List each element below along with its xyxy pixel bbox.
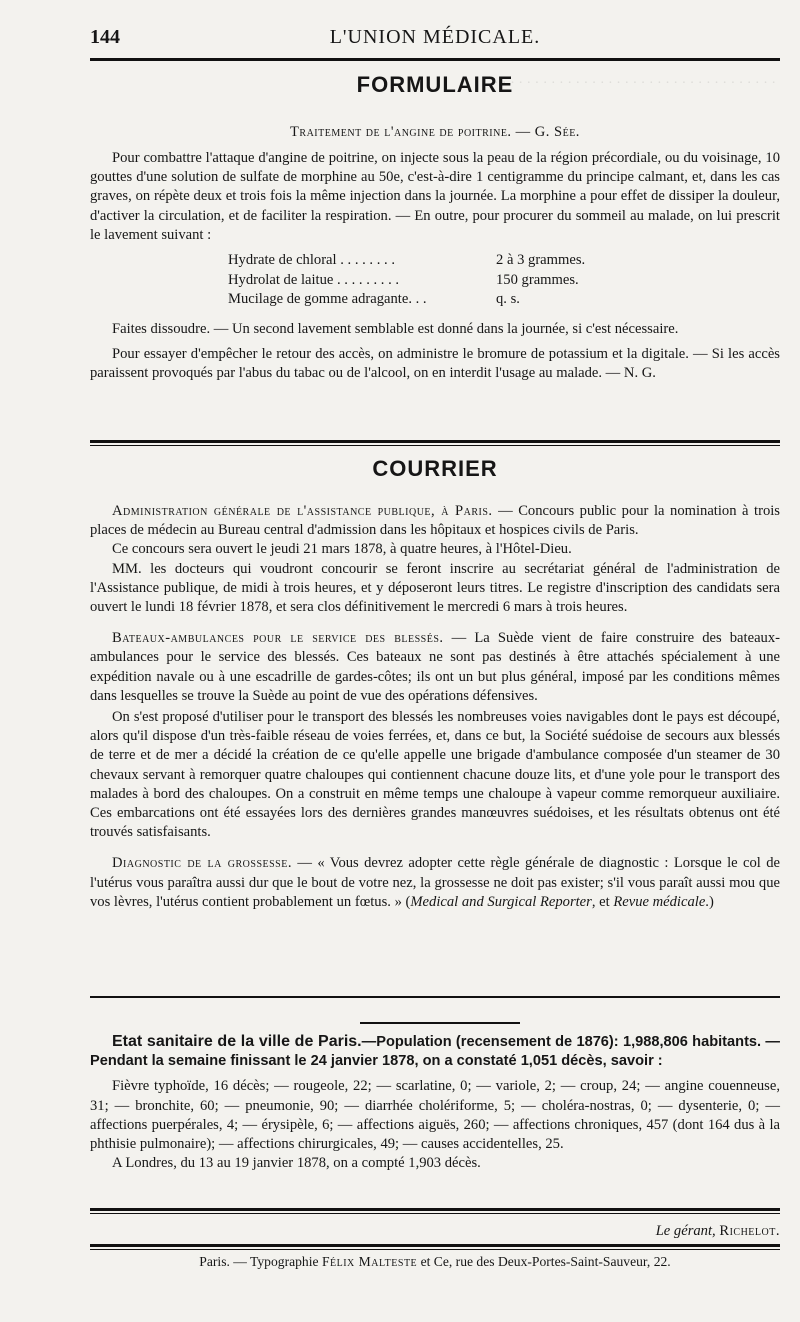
item-text: — La Suède vient de faire construire des bateaux-ambulances pour le service des blessés. Ces bateaux ne sont pas destinés à être attachés spécialement à une expédition navale ou à une escadrille de gardes-côtes; ils ont un but plus général, imposé par les conditions mêmes dans lesquelles se trouve la Suède au point de vue des opérations défensives. <box>90 630 780 704</box>
etat-list: Fièvre typhoïde, 16 décès; — rougeole, 22; — scarlatine, 0; — variole, 2; — croup, 24; — angine couenneuse, 31; — bronchite, 60; — pneumonie, 90; — diarrhée cholériforme, 5; — choléra-nostras, 0; — dysenterie, 0; — affections puerpérales, 4; — érysipèle, 6; — affections aiguës, 260; — affections chroniques, 457 (dont 164 dus à la phthisie pulmonaire); — affections chirurgicales, 49; — causes accidentelles, 25. <box>90 1078 780 1153</box>
recipe-ingredient: Hydrate de chloral . . . . . . . . <box>228 252 395 269</box>
courrier-section <box>90 456 780 912</box>
recipe-ingredient: Hydrolat de laitue . . . . . . . . . <box>228 271 400 288</box>
courrier-paragraph: Ce concours sera ouvert le jeudi 21 mars 1878, à quatre heures, à l'Hôtel-Dieu. <box>112 541 572 558</box>
formulaire-paragraph: Faites dissoudre. — Un second lavement semblable est donné dans la journée, si c'est nécessaire. <box>112 320 679 337</box>
item-text: — Concours public pour la nomination à trois places de médecin au Bureau central d'admission dans les hôpitaux et hospices civils de Paris. <box>90 503 780 539</box>
recipe-item <box>228 251 780 271</box>
recipe-quantity: 2 à 3 grammes. <box>496 252 586 269</box>
page-number: 144 <box>90 26 120 48</box>
item-lead: Administration générale de l'assistance publique, à Paris. <box>112 503 493 519</box>
courrier-paragraph <box>90 629 780 706</box>
etat-london: A Londres, du 13 au 19 janvier 1878, on a compté 1,903 décès. <box>112 1155 481 1172</box>
gerant-name: Richelot. <box>719 1223 780 1239</box>
recipe-list <box>228 251 780 310</box>
footer-rule <box>90 1208 780 1214</box>
formulaire-paragraph: Pour essayer d'empêcher le retour des accès, on administre le bromure de potassium et la digitale. — Si les accès paraissent provoqués par l'abus du tabac ou de l'alcool, on en interdit l'usage au malade. — N. G. <box>90 345 780 381</box>
footer-rule <box>90 1244 780 1250</box>
imprint-suffix: et Ce, rue des Deux-Portes-Saint-Sauveur, 22. <box>417 1254 671 1269</box>
source-title: Revue médicale <box>613 893 706 910</box>
recipe-quantity: 150 grammes. <box>496 271 579 288</box>
item-lead: Diagnostic de la grossesse. <box>112 855 292 872</box>
courrier-heading: COURRIER <box>372 456 498 481</box>
gerant-label: Le gérant, <box>655 1223 716 1239</box>
recipe-quantity: q. s. <box>496 291 520 308</box>
etat-heading: Etat sanitaire de la ville de Paris. <box>112 1033 362 1050</box>
running-header <box>90 22 780 56</box>
courrier-paragraph: On s'est proposé d'utiliser pour le transport des blessés les nombreuses voies navigables dont le pays est découpé, alors qu'il dispose d'un très-faible réseau de voies ferrées, et, dans ce but, la Société suédoise de secours aux blessés de terre et de mer a décidé la création de ce qu'elle appelle une brigade d'ambulance composée d'un steamer de 30 chevaux servant à remorquer quatre chaloupes qui contiennent chacune douze lits, et d'une yole pour le transport des malades à bord des chaloupes. On a construit en même temps une chaloupe à vapeur comme remorqueur auxiliaire. Ces embarcations ont été essayées lors des dernières grandes manœuvres suédoises, et les résultats obtenus ont été trouvés satisfaisants. <box>90 709 780 841</box>
formulaire-heading: FORMULAIRE <box>356 72 514 97</box>
show-through: · · · · · · · · · · · · · · · · · · · · · · · · · · · · · · · · · · · <box>493 76 776 91</box>
source-separator: , et <box>591 893 614 910</box>
header-rule <box>90 58 780 61</box>
source-end: .) <box>705 893 714 910</box>
etat-intro: —Population (recensement de 1876): 1,988,806 habitants. — Pendant la semaine finissant le 24 janvier 1878, on a constaté 1,051 décès, savoir : <box>90 1034 780 1070</box>
section-rule <box>90 440 780 446</box>
gerant-line <box>90 1222 780 1240</box>
courrier-paragraph <box>90 502 780 540</box>
item-lead: Bateaux-ambulances pour le service des blessés. <box>112 630 444 647</box>
short-rule <box>360 1022 520 1024</box>
journal-title: L'UNION MÉDICALE. <box>329 26 541 48</box>
recipe-ingredient: Mucilage de gomme adragante. . . <box>228 291 427 308</box>
printer-name: Félix Malteste <box>321 1254 418 1269</box>
formulaire-subtitle: Traitement de l'angine de poitrine. — G. Sée. <box>290 124 580 140</box>
imprint-line <box>90 1254 780 1270</box>
item-text: — « Vous devrez adopter cette règle générale de diagnostic : Lorsque le col de l'utérus vous paraîtra aussi dur que le bout de votre nez, la grossesse ne doit pas exister; s'il vous paraît aussi mou que vos lèvres, l'utérus contient probablement un fœtus. » ( <box>90 855 780 910</box>
etat-section <box>90 1032 780 1173</box>
formulaire-paragraph: Pour combattre l'attaque d'angine de poitrine, on injecte sous la peau de la région précordiale, ou du voisinage, 10 gouttes d'une solution de sulfate de morphine au 50e, c'est-à-dire 1 centigramme du principe calmant, et, dans les cas graves, on répète deux et trois fois la même injection dans la journée. La morphine a pour effet de dissiper la douleur, d'activer la circulation, et de faciliter la respiration. — En outre, pour procurer du sommeil au malade, on lui prescrit le lavement suivant : <box>90 150 780 243</box>
source-title: Medical and Surgical Reporter <box>410 893 592 910</box>
recipe-item <box>228 290 780 310</box>
formulaire-section <box>90 72 780 383</box>
section-rule <box>90 996 780 998</box>
courrier-paragraph: MM. les docteurs qui voudront concourir se feront inscrire au secrétariat général de l'administration de l'Assistance publique, de midi à trois heures, et y déposeront leurs titres. Le registre d'inscription des candidats sera ouvert le lundi 18 février 1878, et sera clos définitivement le mercredi 6 mars à trois heures. <box>90 560 780 616</box>
imprint-prefix: Paris. — Typographie <box>199 1254 322 1269</box>
etat-paragraph <box>90 1032 780 1071</box>
recipe-item <box>228 271 780 291</box>
courrier-paragraph <box>90 854 780 912</box>
